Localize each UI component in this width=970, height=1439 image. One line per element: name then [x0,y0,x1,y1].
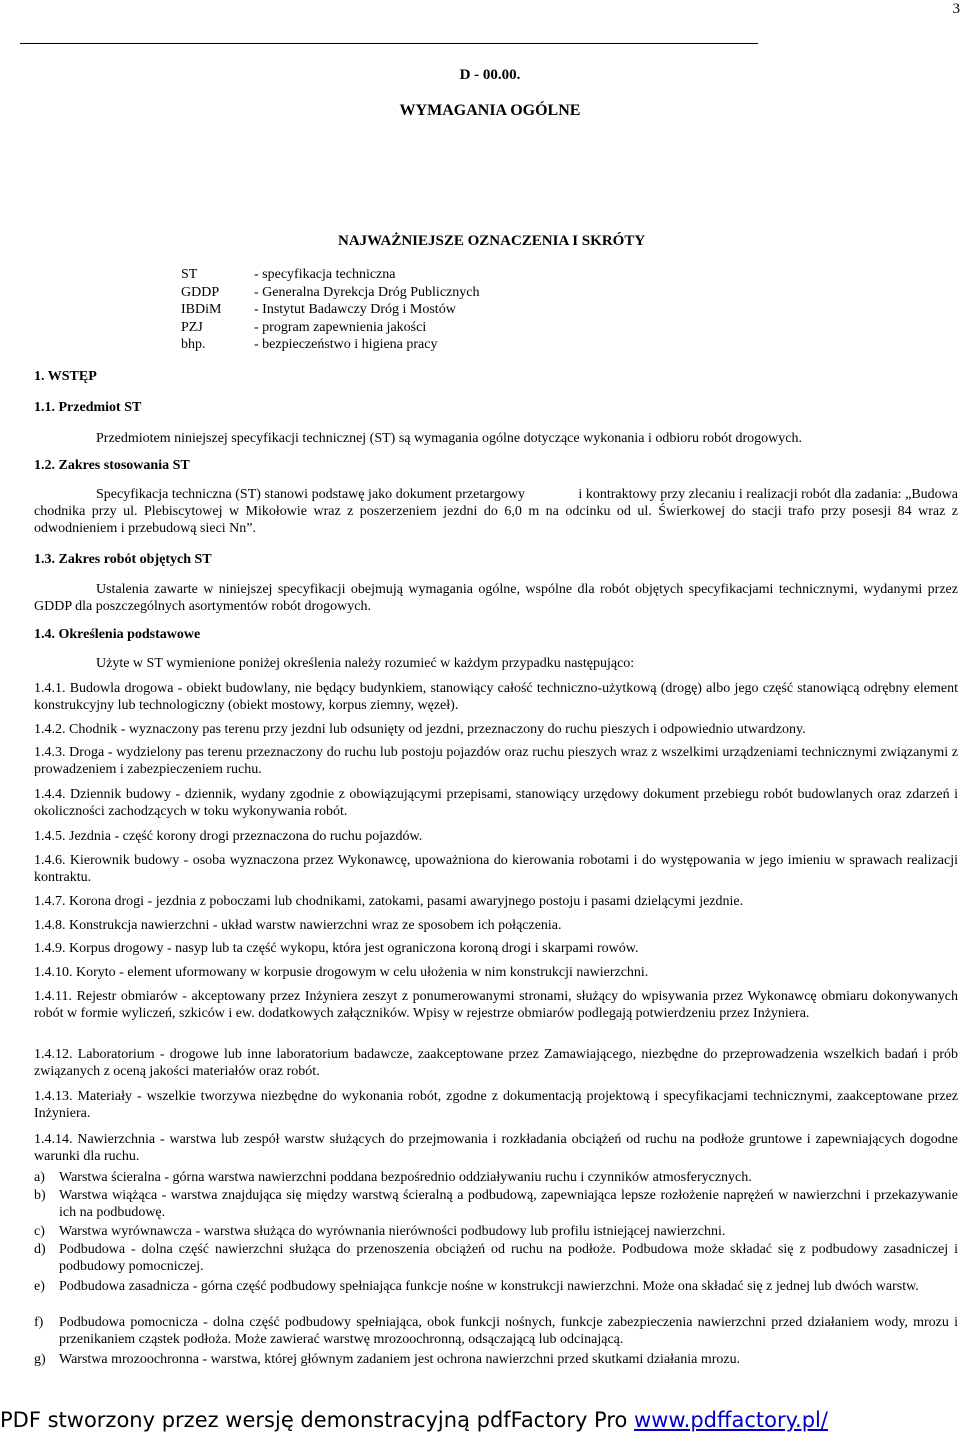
abbreviation-value: - Generalna Dyrekcja Dróg Publicznych [254,284,480,300]
definition-text: Rejestr obmiarów - akceptowany przez Inżyniera zeszyt z ponumerowanymi stronami, służący do wpisywania przez Wykonawcę obmiaru dokonywanych robót w formie wyliczeń, szkiców i ew. dodatkowych załączników. Wpisy w rejestrze obmiarów podlegają potwierdzeniu przez Inżyniera. [34,989,959,1021]
footer-text: PDF stworzony przez wersję demonstracyjną pdfFactory Pro [0,1408,635,1432]
definition-number: 1.4.12. [34,1047,73,1062]
definition-item [34,1088,958,1122]
definition-text: Konstrukcja nawierzchni - układ warstw nawierzchni wraz ze sposobem ich połączenia. [69,918,562,933]
definition-number: 1.4.9. [34,941,66,956]
doc-title: WYMAGANIA OGÓLNE [399,102,581,119]
definition-item [34,721,958,738]
list-text: Warstwa ścieralna - górna warstwa nawierzchni poddana bezpośrednio oddziaływaniu ruchu i czynników atmosferycznych. [59,1170,752,1185]
pdf-footer [0,1408,828,1432]
layer-list-item [34,1223,958,1240]
definition-item [34,964,958,981]
definition-number: 1.4.4. [34,787,66,802]
definition-item [34,988,958,1022]
definition-number: 1.4.5. [34,829,66,844]
abbreviation-key: PZJ [181,319,203,335]
definition-number: 1.4.10. [34,965,73,980]
list-text: Podbudowa zasadnicza - górna część podbudowy spełniająca funkcje nośne w konstrukcji nawierzchni. Może ona składać się z jednej lub dwóch warstw. [59,1279,919,1294]
list-marker: c) [34,1224,45,1239]
section-1-3-heading: 1.3. Zakres robót objętych ST [34,552,212,567]
list-marker: f) [34,1315,44,1330]
abbreviation-key: ST [181,267,198,282]
definition-item [34,852,958,886]
definition-text: Nawierzchnia - warstwa lub zespół warstw służących do przejmowania i rozkładania obciążeń od ruchu na podłoże gruntowe i zapewniających dogodne warunki dla ruchu. [34,1132,958,1164]
header-rule [20,43,758,44]
definition-number: 1.4.14. [34,1132,73,1147]
definition-text: Materiały - wszelkie tworzywa niezbędne do wykonania robót, zgodne z dokumentacją projektową i specyfikacjami technicznymi, zaakceptowane przez Inżyniera. [34,1089,958,1121]
definition-text: Korona drogi - jezdnia z poboczami lub chodnikami, zatokami, pasami awaryjnego postoju i pasami dzielącymi jezdnie. [69,894,744,909]
abbreviation-value: - bezpieczeństwo i higiena pracy [254,337,438,353]
definition-text: Jezdnia - część korony drogi przeznaczona do ruchu pojazdów. [69,829,423,844]
abbreviations-heading: NAJWAŻNIEJSZE OZNACZENIA I SKRÓTY [338,233,646,249]
list-text: Warstwa wiążąca - warstwa znajdująca się między warstwą ścieralną a podbudową, zapewniająca lepsze rozłożenie naprężeń w nawierzchni i przekazywanie ich na podbudowę. [59,1188,958,1220]
definition-number: 1.4.13. [34,1089,73,1104]
section-1-4-heading: 1.4. Określenia podstawowe [34,627,201,642]
layer-list-item [34,1351,958,1368]
definition-item [34,828,958,845]
section-1-heading: 1. WSTĘP [34,369,97,384]
abbreviation-key: bhp. [181,337,206,353]
definition-text: Droga - wydzielony pas terenu przeznaczony do ruchu lub postoju pojazdów oraz ruchu pieszych wraz z wszelkimi urządzeniami technicznymi związanymi z prowadzeniem i zabezpieczeniem ruchu. [34,745,959,777]
definition-number: 1.4.11. [34,989,72,1004]
section-1-4-body: Użyte w ST wymienione poniżej określenia należy rozumieć w każdym przypadku następująco: [96,656,635,671]
layer-list-item [34,1278,958,1295]
list-marker: g) [34,1352,46,1367]
section-1-1-heading: 1.1. Przedmiot ST [34,400,142,415]
definition-item [34,940,958,957]
definition-text: Budowla drogowa - obiekt budowlany, nie będący budynkiem, stanowiący całość techniczno-użytkową (drogę) albo jego część stanowiącą odrębny element konstrukcyjny lub technologiczny (obiekt mostowy, korpus ziemny, węzeł). [34,681,959,713]
definition-number: 1.4.3. [34,745,66,760]
list-text: Warstwa wyrównawcza - warstwa służąca do wyrównania nierówności podbudowy lub profilu istniejącej nawierzchni. [59,1224,726,1239]
definition-item [34,1046,958,1080]
definition-item [34,680,958,714]
definition-number: 1.4.7. [34,894,66,909]
definition-number: 1.4.2. [34,722,66,737]
definition-item [34,1131,958,1165]
definition-item [34,786,958,820]
list-marker: d) [34,1242,46,1257]
definition-number: 1.4.1. [34,681,66,696]
section-1-2-body: Specyfikacja techniczna (ST) stanowi podstawę jako dokument przetargowy i kontraktowy przy zlecaniu i realizacji robót dla zadania: „Budowa chodnika przy ul. Plebiscytowej w Mikołowie wraz z poszerzeniem jezdni do 6,0 m na odcinku od ul. Świerkowej do stacji trafo przy posesji 84 wraz z odwodnieniem i przebudową sieci Nn”. [34,487,962,536]
section-1-4-text [34,655,958,672]
layer-list-item [34,1169,958,1186]
doc-code: D - 00.00. [459,67,521,83]
abbreviation-value: - Instytut Badawczy Dróg i Mostów [254,302,456,318]
abbreviation-row [180,266,479,284]
section-1-2-heading: 1.2. Zakres stosowania ST [34,458,190,473]
list-text: Podbudowa - dolna część nawierzchni służąca do przenoszenia obciążeń od ruchu na podłoże. Podbudowa może składać się z podbudowy zasadniczej i podbudowy pomocniczej. [59,1242,958,1274]
definition-text: Laboratorium - drogowe lub inne laboratorium badawcze, zaakceptowane przez Zamawiającego, niezbędne do przeprowadzenia wszelkich badań i prób związanych z oceną jakości materiałów oraz robót. [34,1047,958,1079]
page-number: 3 [952,1,960,17]
list-text: Warstwa mrozoochronna - warstwa, której głównym zadaniem jest ochrona nawierzchni przed skutkami działania mrozu. [59,1352,741,1367]
list-marker: b) [34,1188,46,1203]
definition-item [34,893,958,910]
definition-text: Kierownik budowy - osoba wyznaczona przez Wykonawcę, upoważniona do kierowania robotami i do występowania w jego imieniu w sprawach realizacji kontraktu. [34,853,958,885]
definition-item [34,744,958,778]
abbreviation-key: GDDP [181,284,220,300]
definition-text: Korpus drogowy - nasyp lub ta część wykopu, która jest ograniczona koroną drogi i skarpami rowów. [69,941,639,956]
list-text: Podbudowa pomocnicza - dolna część podbudowy spełniająca, obok funkcji nośnych, funkcje zabezpieczenia nawierzchni przed działaniem wody, mrozu i przenikaniem cząstek podłoża. Może zawierać warstwę mrozoochronną, odsączającą lub odcinającą. [59,1315,958,1347]
abbreviation-value: - program zapewnienia jakości [254,319,427,335]
abbreviation-row [180,319,479,337]
section-1-3-body: Ustalenia zawarte w niniejszej specyfikacji obejmują wymagania ogólne, wspólne dla robót objętych specyfikacjami technicznymi, wydanymi przez GDDP dla poszczególnych asortymentów robót drogowych. [34,582,958,614]
section-1-1-body: Przedmiotem niniejszej specyfikacji technicznej (ST) są wymagania ogólne dotyczące wykonania i odbioru robót drogowych. [96,431,802,446]
list-marker: e) [34,1279,45,1294]
definition-number: 1.4.6. [34,853,66,868]
layer-list-item [34,1187,958,1221]
abbreviation-key: IBDiM [181,302,222,318]
footer-link[interactable]: www.pdffactory.pl/ [634,1408,828,1432]
abbreviation-row [180,336,479,354]
section-1-2-text [34,486,962,537]
definition-text: Dziennik budowy - dziennik, wydany zgodnie z obowiązującymi przepisami, stanowiący urzędowy dokument przebiegu robót budowlanych oraz zdarzeń i okoliczności zachodzących w toku wykonywania robót. [34,787,958,819]
abbreviation-row [180,284,479,302]
definition-text: Chodnik - wyznaczony pas terenu przy jezdni lub odsunięty od jezdni, przeznaczony do ruchu pieszych i odpowiednio utwardzony. [69,722,806,737]
layer-list-item [34,1314,958,1348]
definition-item [34,917,958,934]
abbreviations-list [180,266,479,354]
definition-text: Koryto - element uformowany w korpusie drogowym w celu ułożenia w nim konstrukcji nawierzchni. [76,965,649,980]
section-1-3-text [34,581,958,615]
abbreviation-row [180,301,479,319]
abbreviation-value: - specyfikacja techniczna [254,267,396,282]
list-marker: a) [34,1170,45,1185]
section-1-1-text [34,430,958,447]
definition-number: 1.4.8. [34,918,66,933]
layer-list-item [34,1241,958,1275]
